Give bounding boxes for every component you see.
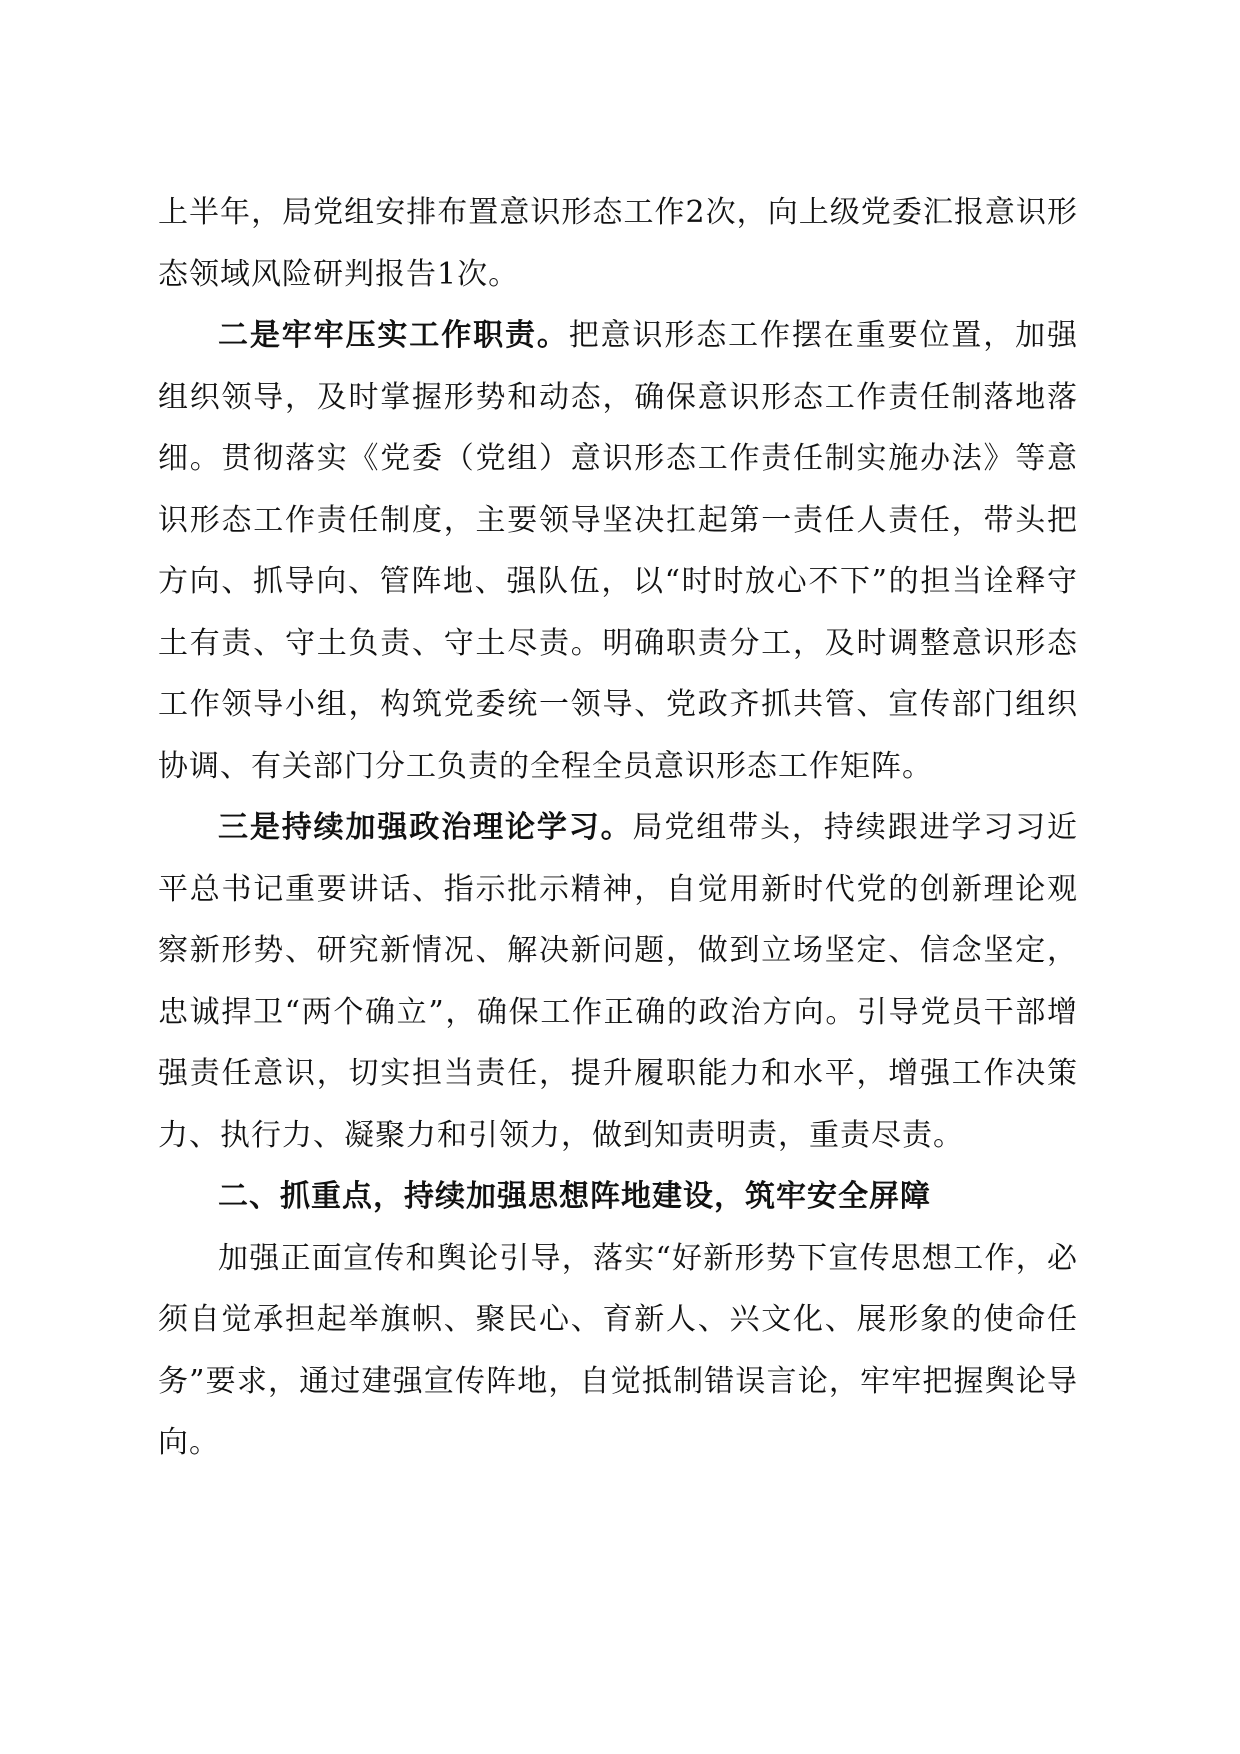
paragraph-continuation: [158, 182, 1078, 305]
document-body: [158, 182, 1078, 1474]
paragraph-duty: [158, 305, 1078, 797]
paragraph-lead: 三是持续加强政治理论学习。: [218, 810, 633, 845]
section-heading: 二、抓重点，持续加强思想阵地建设，筑牢安全屏障: [218, 1179, 931, 1214]
paragraph-text: 局党组带头，持续跟进学习习近平总书记重要讲话、指示批示精神，自觉用新时代党的创新理论观察新形势、研究新情况、解决新问题，做到立场坚定、信念坚定，忠诚捍卫“两个确立”，确保工作正确的政治方向。引导党员干部增强责任意识，切实担当责任，提升履职能力和水平，增强工作决策力、执行力、凝聚力和引领力，做到知责明责，重责尽责。: [158, 810, 1078, 1153]
paragraph-text: 把意识形态工作摆在重要位置，加强组织领导，及时掌握形势和动态，确保意识形态工作责任制落地落细。贯彻落实《党委（党组）意识形态工作责任制实施办法》等意识形态工作责任制度，主要领导坚决扛起第一责任人责任，带头把方向、抓导向、管阵地、强队伍，以“时时放心不下”的担当诠释守土有责、守土负责、守土尽责。明确职责分工，及时调整意识形态工作领导小组，构筑党委统一领导、党政齐抓共管、宣传部门组织协调、有关部门分工负责的全程全员意识形态工作矩阵。: [158, 318, 1079, 784]
paragraph-text: 上半年，局党组安排布置意识形态工作2次，向上级党委汇报意识形态领域风险研判报告1次。: [158, 195, 1078, 292]
paragraph-publicity: [158, 1228, 1078, 1474]
paragraph-lead: 二是牢牢压实工作职责。: [218, 318, 569, 353]
paragraph-text: 加强正面宣传和舆论引导，落实“好新形势下宣传思想工作，必须自觉承担起举旗帜、聚民心、育新人、兴文化、展形象的使命任务”要求，通过建强宣传阵地，自觉抵制错误言论，牢牢把握舆论导向。: [158, 1240, 1078, 1460]
paragraph-theory-study: [158, 797, 1078, 1166]
